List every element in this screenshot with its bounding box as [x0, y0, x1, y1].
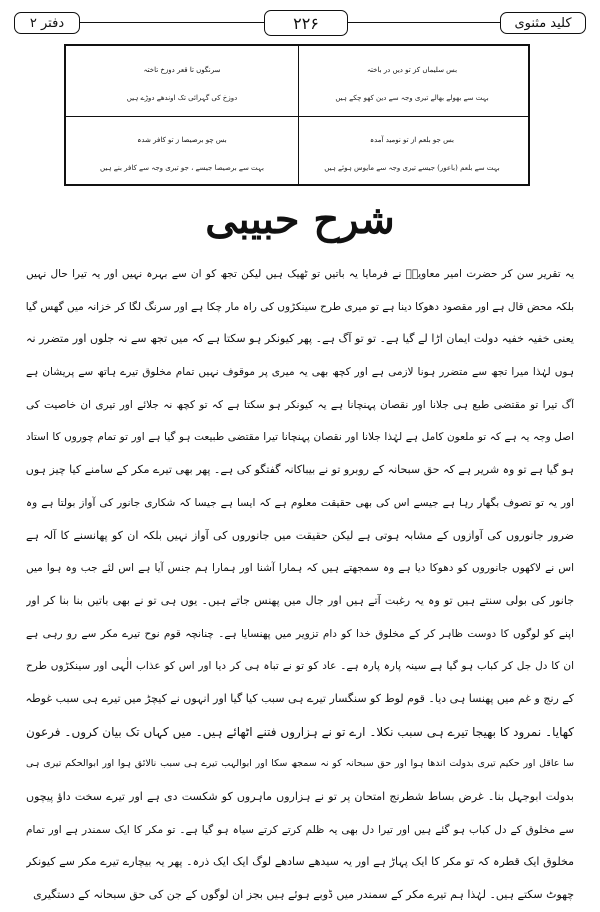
verse-text: بس جو بلعم از تو نومید آمدہ: [370, 136, 454, 144]
body-line: ضرور جانوروں کی آوازوں کے مشابہ ہوتی ہے لیکن حقیقت میں جانوروں کی آواز نہیں بلکہ ان کو پھانسنے کا آلہ ہے: [26, 528, 574, 542]
verse-text: سرنگوں تا قعر دوزخ تاختہ: [143, 66, 221, 74]
body-line: یہ تقریر سن کر حضرت امیر معاویہؓ نے فرمایا یہ باتیں تو ٹھیک ہیں لیکن تجھ کو ان سے بہرہ نہیں اور یہ تیرا حال نہیں: [26, 268, 574, 280]
verse-translation: بہت سے بھولے بھالے تیری وجہ سے دین کھو چکے ہیں: [335, 94, 489, 102]
body-line: سے مخلوق کے دل کباب ہو گئے ہیں اور تیرا دل بھی یہ ظلم کرتے کرتے سیاہ ہو گیا ہے۔ تو مکر کا ایک سمندر ہے اور تمام: [26, 823, 574, 836]
header-rule: [80, 22, 264, 23]
body-line: بلکہ محض قال ہے اور مقصود دھوکا دینا ہے تو میری طرح سینکڑوں کی راہ مار چکا ہے اور سرنگ لگا کر خزانہ میں گھس گیا: [26, 300, 574, 313]
body-line: ہوں لہٰذا میرا تجھ سے متضرر ہونا لازمی ہے اور کچھ بھی یہ میری پر موقوف نہیں تمام مخلوق تیرے ہاتھ سے پریشان ہے: [26, 366, 574, 379]
body-line: جانور کی بولی سنتے ہیں تو وہ یہ رغبت آتے ہیں اور جال میں پھنس جاتے ہیں۔ یوں ہی تو نے بھی باتیں بنا بنا کر اور: [26, 593, 574, 607]
book-title: کلید مثنوی: [500, 12, 586, 34]
section-title: شرح حبیبی: [205, 196, 395, 243]
verse-translation: بہت سے بلعم (باعور) جیسے تیری وجہ سے مایوس ہوئے ہیں: [324, 164, 500, 172]
body-line: اصل وجہ یہ ہے کہ تو ملعون کامل ہے لہٰذا جلانا اور نقصان پہنچانا تیرا مقتضی طبیعت ہو گیا ہے اور تو تمام چوروں کا استاد: [26, 431, 574, 444]
body-line: چھوٹ سکتے ہیں۔ لہٰذا ہم تیرے مکر کے سمندر میں ڈوبے ہوئے ہیں بجز ان لوگوں کے جن کی حق سبحانہ کے دستگیری: [33, 888, 574, 902]
body-line: کے رنج و غم میں پھنسا ہی دیا۔ قوم لوط کو سنگسار تیرے ہی سبب کیا گیا اور انہوں نے کیچڑ میں تیرے ہی سبب غوطہ: [26, 691, 574, 705]
verse-translation: دوزخ کی گہرائی تک اوندھے دوڑے ہیں: [126, 94, 238, 102]
body-line: بدولت ابوجہل بنا۔ غرض بساط شطرنج امتحان پر تو نے ہزاروں ماہروں کو شکست دی ہے اور تیرے سخت داؤ پیچوں: [26, 790, 574, 803]
body-line: ان کا دل جل کر کباب ہو گیا ہے سینہ پارہ پارہ ہے۔ عاد کو تو نے تباہ ہی کر دیا اور اس کو عذاب الٰہی اور سینکڑوں طرح: [26, 660, 574, 673]
verse-table: [64, 44, 530, 186]
body-line: اور یہ تو تصوف بگھار رہا ہے جیسے اس کی بھی حقیقت معلوم ہے کہ ایسا ہے جیسا کہ شکاری جانور کی آواز بولتا ہے وہ: [26, 496, 574, 509]
body-line: سا عاقل اور حکیم تیری بدولت اندھا ہوا اور حق سبحانہ کو نہ سمجھ سکا اور ابوالہب تیرے ہی سبب نالائق ہوا اور ابوالحکم تیری ہی: [26, 758, 574, 770]
verse-text: بس سلیماں کز تو دیں در باختہ: [366, 66, 458, 74]
body-line: ہو گیا ہے تو وہ شریر ہے کہ حق سبحانہ کے روبرو تو نے بیباکانہ گفتگو کی ہے۔ پھر بھی تیرے مکر کے سامنے کیا چیز ہوں: [26, 463, 574, 477]
body-line: اس نے لاکھوں جانوروں کو دھوکا دیا ہے وہ سمجھتے ہیں کہ ہمارا آشنا اور ہمارا ہم جنس آیا ہے اس لئے جب وہ ہوا میں: [26, 562, 574, 575]
page-number: ۲۲۶: [264, 10, 348, 36]
verse-cell: [296, 116, 528, 186]
body-line: کھایا۔ نمرود کا بھیجا تیرے ہی سبب نکلا۔ ارے تو نے ہزاروں فتنے اٹھائے ہیں۔ میں کہاں تک بیان کروں۔ فرعون: [26, 724, 574, 739]
volume-label: دفتر ۲: [14, 12, 80, 34]
body-line: مخلوق ایک قطرہ کہ تو مکر کا ایک پہاڑ ہے اور یہ سیدھے سادھے لوگ ایک ایک ذرہ۔ پھر یہ بیچارے تیرے مکر سے کیونکر: [26, 855, 574, 869]
commentary-body: [26, 258, 574, 912]
verse-translation: بہت سے برصیصا جیسے ، جو تیری وجہ سے کافر بنے ہیں: [100, 164, 264, 172]
verse-cell: [66, 46, 298, 116]
verse-text: بس چو برصیصا ز تو کافر شدہ: [137, 136, 227, 144]
body-line: اپنے کو لوگوں کا دوست ظاہر کر کے مخلوق خدا کو دام تزویر میں پھنسایا ہے۔ چنانچہ قوم نوح تیرے مکر سے رو رہی ہے: [26, 627, 574, 640]
body-line: آگ تیرا تو مقتضی طبع ہی جلانا اور نقصان پہنچانا ہے یہ کیونکر ہو سکتا ہے کہ تو کچھ نہ جلائے اور تیری ان خاصیت کی: [26, 398, 574, 411]
verse-cell: [296, 46, 528, 116]
header-rule: [348, 22, 500, 23]
verse-cell: [66, 116, 298, 186]
body-line: یعنی خفیہ خفیہ دولت ایمان اڑا لے گیا ہے۔ تو تو آگ ہے۔ پھر کیونکر ہو سکتا ہے کہ میں تجھ سے نہ جلوں اور متضرر نہ: [26, 332, 574, 346]
page-header: [14, 8, 586, 38]
